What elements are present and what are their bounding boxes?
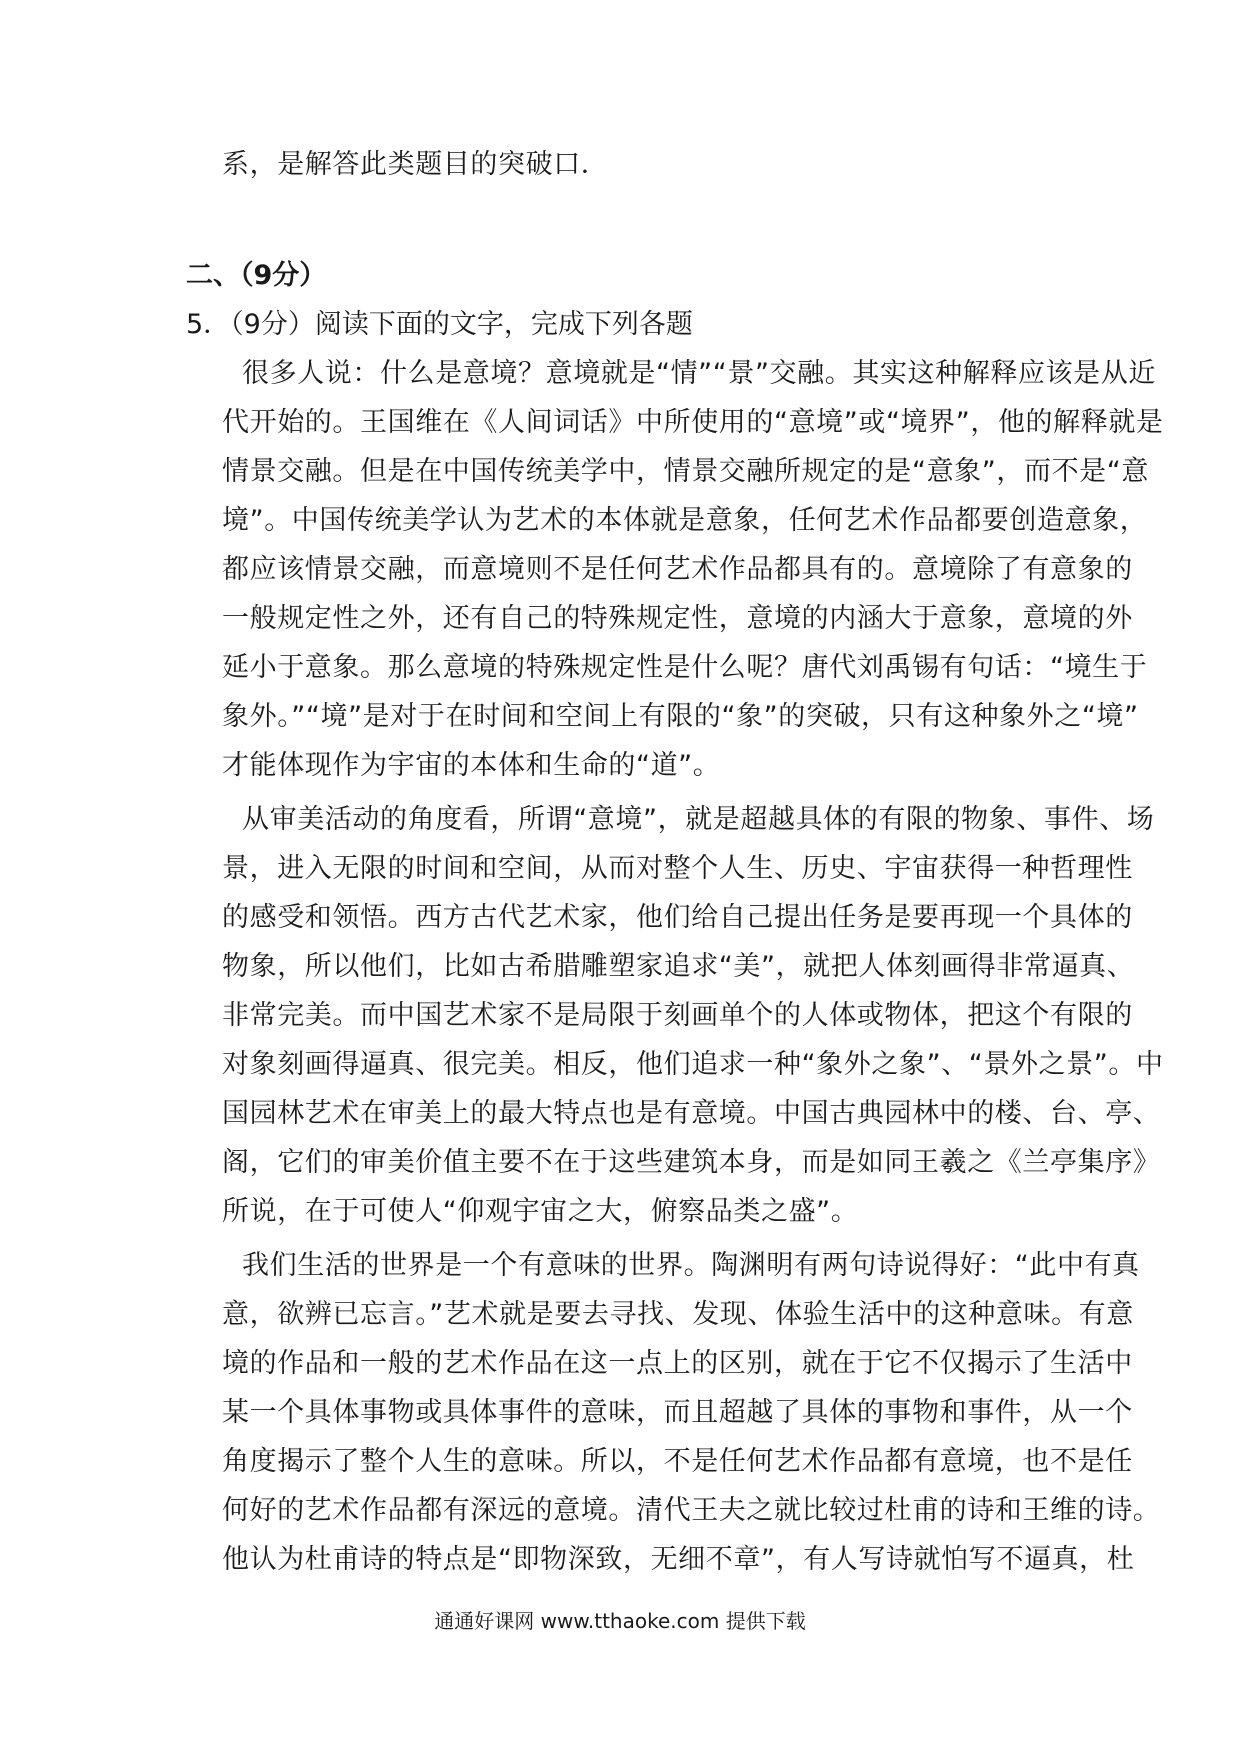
page-footer: 通通好课网 www.tthaoke.com 提供下载 <box>434 1609 806 1633</box>
paragraph-line: 景，进入无限的时间和空间，从而对整个人生、历史、宇宙获得一种哲理性 <box>222 853 1133 884</box>
paragraph-line: 境”。中国传统美学认为艺术的本体就是意象，任何艺术作品都要创造意象， <box>222 505 1148 536</box>
paragraph-line: 都应该情景交融，而意境则不是任何艺术作品都具有的。意境除了有意象的 <box>222 554 1133 585</box>
paragraph-line: 何好的艺术作品都有深远的意境。清代王夫之就比较过杜甫的诗和王维的诗。 <box>222 1495 1161 1526</box>
question-title: 5．（9分）阅读下面的文字，完成下列各题 <box>186 309 693 340</box>
paragraph-line: 阁，它们的审美价值主要不在于这些建筑本身，而是如同王羲之《兰亭集序》 <box>222 1147 1161 1178</box>
paragraph-line: 一般规定性之外，还有自己的特殊规定性，意境的内涵大于意象，意境的外 <box>222 603 1133 634</box>
paragraph-line: 对象刻画得逼真、很完美。相反，他们追求一种“象外之象”、“景外之景”。中 <box>222 1049 1164 1080</box>
paragraph-line: 延小于意象。那么意境的特殊规定性是什么呢？唐代刘禹锡有句话：“境生于 <box>222 652 1148 683</box>
paragraph-line: 我们生活的世界是一个有意味的世界。陶渊明有两句诗说得好：“此中有真 <box>242 1250 1140 1281</box>
paragraph-line: 代开始的。王国维在《人间词话》中所使用的“意境”或“境界”，他的解释就是 <box>222 407 1164 438</box>
paragraph-line: 境的作品和一般的艺术作品在这一点上的区别，就在于它不仅揭示了生活中 <box>222 1348 1133 1379</box>
paragraph-line: 所说，在于可使人“仰观宇宙之大，俯察品类之盛”。 <box>222 1196 859 1227</box>
section-heading: 二、（9分） <box>186 260 327 291</box>
paragraph-line: 很多人说：什么是意境？意境就是“情”“景”交融。其实这种解释应该是从近 <box>242 358 1156 389</box>
paragraph-line: 角度揭示了整个人生的意味。所以，不是任何艺术作品都有意境，也不是任 <box>222 1446 1133 1477</box>
paragraph-line: 情景交融。但是在中国传统美学中，情景交融所规定的是“意象”，而不是“意 <box>222 456 1149 487</box>
continued-text-line: 系，是解答此类题目的突破口． <box>222 149 609 180</box>
paragraph-line: 象外。”“境”是对于在时间和空间上有限的“象”的突破，只有这种象外之“境” <box>222 701 1139 732</box>
paragraph-line: 才能体现作为宇宙的本体和生命的“道”。 <box>222 750 721 781</box>
paragraph-line: 某一个具体事物或具体事件的意味，而且超越了具体的事物和事件，从一个 <box>222 1397 1133 1428</box>
paragraph-line: 物象，所以他们，比如古希腊雕塑家追求“美”，就把人体刻画得非常逼真、 <box>222 951 1135 982</box>
paragraph-line: 国园林艺术在审美上的最大特点也是有意境。中国古典园林中的楼、台、亭、 <box>222 1098 1161 1129</box>
paragraph-line: 非常完美。而中国艺术家不是局限于刻画单个的人体或物体，把这个有限的 <box>222 1000 1133 1031</box>
paragraph-line: 的感受和领悟。西方古代艺术家，他们给自己提出任务是要再现一个具体的 <box>222 902 1133 933</box>
paragraph-line: 意，欲辨已忘言。”艺术就是要去寻找、发现、体验生活中的这种意味。有意 <box>222 1299 1134 1330</box>
paragraph-line: 从审美活动的角度看，所谓“意境”，就是超越具体的有限的物象、事件、场 <box>242 804 1155 835</box>
paragraph-line: 他认为杜甫诗的特点是“即物深致，无细不章”，有人写诗就怕写不逼真，杜 <box>222 1544 1135 1575</box>
